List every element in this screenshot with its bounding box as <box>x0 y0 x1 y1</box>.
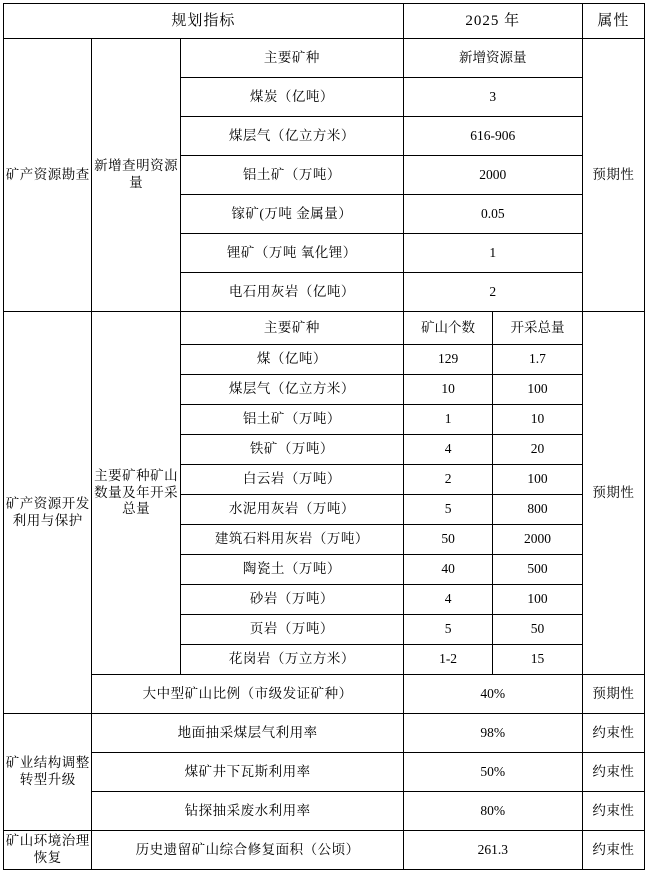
plan-indicator-table <box>3 3 645 870</box>
row-value: 616-906 <box>403 117 582 156</box>
row-value: 40% <box>403 675 582 714</box>
row-total-output: 20 <box>493 435 582 465</box>
attribute-expected-development: 预期性 <box>582 312 644 675</box>
row-mine-count: 1 <box>403 405 492 435</box>
row-item-label: 地面抽采煤层气利用率 <box>92 714 403 753</box>
row-total-output: 1.7 <box>493 345 582 375</box>
row-mine-count: 10 <box>403 375 492 405</box>
row-item-label: 煤矿井下瓦斯利用率 <box>92 753 403 792</box>
row-item-label: 主要矿种 <box>180 312 403 345</box>
row-mine-count: 4 <box>403 435 492 465</box>
row-value: 3 <box>403 78 582 117</box>
row-total-output: 10 <box>493 405 582 435</box>
header-year: 2025 年 <box>403 4 582 39</box>
table-row <box>4 753 645 792</box>
table-header-row <box>4 4 645 39</box>
row-total-output: 100 <box>493 375 582 405</box>
row-item-label: 电石用灰岩（亿吨） <box>180 273 403 312</box>
row-item-label: 煤层气（亿立方米） <box>180 117 403 156</box>
row-value: 2000 <box>403 156 582 195</box>
table-row <box>4 675 645 714</box>
row-item-label: 主要矿种 <box>180 39 403 78</box>
row-value: 261.3 <box>403 831 582 870</box>
category-mine-environment-restoration: 矿山环境治理恢复 <box>4 831 92 870</box>
row-value: 0.05 <box>403 195 582 234</box>
row-item-label: 铝土矿（万吨） <box>180 156 403 195</box>
row-value-newly-added-resources: 新增资源量 <box>403 39 582 78</box>
subgroup-new-proven-resources: 新增查明资源量 <box>92 39 180 312</box>
table-row <box>4 312 645 345</box>
table-row <box>4 831 645 870</box>
subheader-total-output: 开采总量 <box>493 312 582 345</box>
attribute-binding: 约束性 <box>582 792 644 831</box>
table-row <box>4 39 645 78</box>
row-value: 50% <box>403 753 582 792</box>
row-item-label: 煤层气（亿立方米） <box>180 375 403 405</box>
category-industry-restructuring: 矿业结构调整转型升级 <box>4 714 92 831</box>
row-mine-count: 5 <box>403 615 492 645</box>
row-item-label: 钻探抽采废水利用率 <box>92 792 403 831</box>
row-total-output: 2000 <box>493 525 582 555</box>
row-mine-count: 40 <box>403 555 492 585</box>
row-mine-count: 129 <box>403 345 492 375</box>
row-item-label: 花岗岩（万立方米） <box>180 645 403 675</box>
header-attribute: 属性 <box>582 4 644 39</box>
row-item-label: 页岩（万吨） <box>180 615 403 645</box>
row-mine-count: 5 <box>403 495 492 525</box>
row-mine-count: 1-2 <box>403 645 492 675</box>
attribute-expected-ratio: 预期性 <box>582 675 644 714</box>
row-total-output: 100 <box>493 465 582 495</box>
row-value: 98% <box>403 714 582 753</box>
attribute-binding: 约束性 <box>582 753 644 792</box>
row-item-label: 砂岩（万吨） <box>180 585 403 615</box>
attribute-binding: 约束性 <box>582 714 644 753</box>
row-total-output: 50 <box>493 615 582 645</box>
row-item-label: 陶瓷土（万吨） <box>180 555 403 585</box>
row-item-label: 历史遗留矿山综合修复面积（公顷） <box>92 831 403 870</box>
subheader-mine-count: 矿山个数 <box>403 312 492 345</box>
category-mineral-development: 矿产资源开发利用与保护 <box>4 312 92 714</box>
row-item-label: 铁矿（万吨） <box>180 435 403 465</box>
row-item-label: 镓矿(万吨 金属量） <box>180 195 403 234</box>
row-item-label: 煤（亿吨） <box>180 345 403 375</box>
row-total-output: 800 <box>493 495 582 525</box>
row-value: 1 <box>403 234 582 273</box>
row-mine-count: 50 <box>403 525 492 555</box>
row-total-output: 500 <box>493 555 582 585</box>
subgroup-mine-count-and-output: 主要矿种矿山数量及年开采总量 <box>92 312 180 675</box>
row-mine-count: 2 <box>403 465 492 495</box>
row-item-label: 煤炭（亿吨） <box>180 78 403 117</box>
attribute-binding: 约束性 <box>582 831 644 870</box>
header-indicator: 规划指标 <box>4 4 404 39</box>
row-value: 2 <box>403 273 582 312</box>
plan-indicator-table-page <box>0 3 648 865</box>
row-item-label: 锂矿（万吨 氧化锂） <box>180 234 403 273</box>
row-item-label: 水泥用灰岩（万吨） <box>180 495 403 525</box>
row-total-output: 100 <box>493 585 582 615</box>
attribute-expected-exploration: 预期性 <box>582 39 644 312</box>
row-item-large-medium-mine-ratio: 大中型矿山比例（市级发证矿种） <box>92 675 403 714</box>
table-row <box>4 714 645 753</box>
row-item-label: 建筑石料用灰岩（万吨） <box>180 525 403 555</box>
row-item-label: 铝土矿（万吨） <box>180 405 403 435</box>
row-total-output: 15 <box>493 645 582 675</box>
category-mineral-exploration: 矿产资源勘查 <box>4 39 92 312</box>
row-value: 80% <box>403 792 582 831</box>
row-item-label: 白云岩（万吨） <box>180 465 403 495</box>
row-mine-count: 4 <box>403 585 492 615</box>
table-row <box>4 792 645 831</box>
